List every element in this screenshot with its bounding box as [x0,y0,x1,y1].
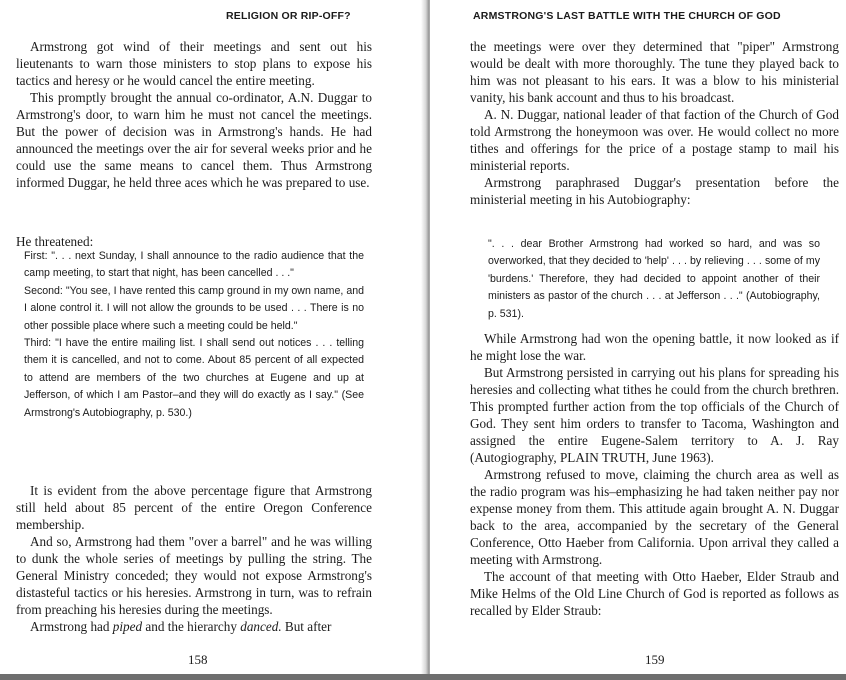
left-paragraph-1: Armstrong got wind of their meetings and sent out his lieutenants to warn those ministers to stop plans to expose his tactics and heresy or he would cancel the entire meeting. [16,39,372,88]
left-paragraph-3: It is evident from the above percentage figure that Armstrong still held about 85 percent of the entire Oregon Conference membership. [16,483,372,532]
threatened-label: He threatened: [16,234,94,249]
para5-start: Armstrong had [30,619,113,634]
para5-danced: danced. [240,619,282,634]
left-page-number: 158 [188,652,208,667]
right-running-head: ARMSTRONG'S LAST BATTLE WITH THE CHURCH OF GOD [473,10,781,22]
right-text-bottom [470,330,839,619]
right-page-number: 159 [645,652,665,667]
left-text-top [16,38,372,191]
left-running-head: RELIGION OR RIP-OFF? [226,10,351,22]
para5-mid: and the hierarchy [142,619,241,634]
autobiography-quote-text: ". . . dear Brother Armstrong had worked so hard, and was so overworked, that they decided to 'help' . . . by relieving . . . some of my 'burdens.' Therefore, they had decided to appoint another of their ministers as pastor of the church . . . at Jefferson . . ." (Autobiography, p. 531). [488,238,820,320]
left-paragraph-4: And so, Armstrong had them "over a barrel" and he was willing to dunk the whole series of meetings by pulling the string. The General Ministry conceded; they would not expose Armstrong's distasteful tactics or his heresies. Armstrong in turn, was to refrain from preaching his heresies during the meetings. [16,534,372,617]
right-paragraph-4: While Armstrong had won the opening battle, it now looked as if he might lose the war. [470,331,839,363]
threats-quote [24,248,364,422]
right-paragraph-7: The account of that meeting with Otto Haeber, Elder Straub and Mike Helms of the Old Line Church of God is reported as follows as recalled by Elder Straub: [470,569,839,618]
left-text-bottom [16,482,372,635]
right-page [430,0,846,680]
right-text-top [470,38,839,208]
autobiography-quote [488,236,820,323]
threat-third: Third: "I have the entire mailing list. I shall send out notices . . . telling them it is cancelled, and not to come. About 85 percent of all expected to attend are members of the two churches at Eugene and up at Jefferson, of which I am Pastor–and they will do exactly as I say." (See Armstrong's Autobiography, p. 530.) [24,337,364,419]
threat-second: Second: "You see, I have rented this camp ground in my own name, and I alone control it. I will not allow the grounds to be used . . . There is no other possible place where such a meeting could be held." [24,284,364,332]
right-paragraph-1: the meetings were over they determined that "piper" Armstrong would be dealt with more thoroughly. The tune they played back to him was not pleasant to his ears. It was a blow to his ministerial vanity, his bank account and thus to his broadcast. [470,39,839,105]
para5-end: But after [281,619,332,634]
left-paragraph-2: This promptly brought the annual co-ordinator, A.N. Duggar to Armstrong's door, to warn him he must not cancel the meetings. But the power of decision was in Armstrong's hands. He had announced the meetings over the air for several weeks prior and he could use the same means to cancel them. Thus Armstrong informed Duggar, he held three aces which he was prepared to use. [16,90,372,190]
scan-bottom-edge [0,674,846,680]
threat-first: First: ". . . next Sunday, I shall announce to the radio audience that the camp meeting, to start that night, has been cancelled . . ." [24,250,364,280]
right-paragraph-5: But Armstrong persisted in carrying out his plans for spreading his heresies and collecting what tithes he could from the church brethren. This prompted further action from the top officials of the Church of God. They sent him orders to transfer to Tacoma, Washington and assigned the entire Eugene-Salem territory to A. J. Ray (Autogiography, PLAIN TRUTH, June 1963). [470,365,839,465]
right-paragraph-2: A. N. Duggar, national leader of that faction of the Church of God told Armstrong the honeymoon was over. He would collect no more tithes and offerings for the price of a postage stamp to mail his ministerial reports. [470,107,839,173]
left-paragraph-5 [16,618,372,635]
right-paragraph-3: Armstrong paraphrased Duggar's presentation before the ministerial meeting in his Autobiography: [470,175,839,207]
para5-piped: piped [112,619,143,634]
right-paragraph-6: Armstrong refused to move, claiming the church area as well as the radio program was his–emphasizing he had taken neither pay nor expense money from them. This attitude again brought A. N. Duggar back to the area, accompanied by the secretary of the General Conference, Otto Haeber from California. Upon arrival they called a meeting with Armstrong. [470,467,839,567]
